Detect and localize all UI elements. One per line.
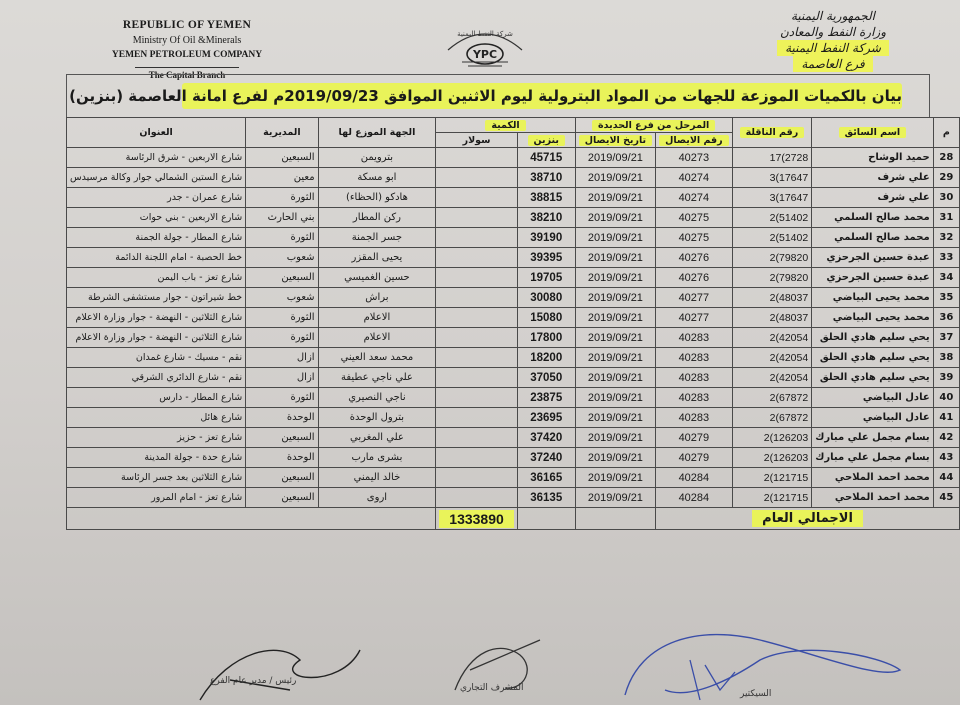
cell-num: 38 xyxy=(933,348,959,368)
cell-driver: عادل البياضي xyxy=(812,388,933,408)
cell-receipt: 40279 xyxy=(656,448,733,468)
logo-arabic-text: شركة النفط اليمنية xyxy=(457,30,513,38)
cell-petrol: 23875 xyxy=(517,388,575,408)
cell-entity: خالد اليمني xyxy=(318,468,436,488)
cell-entity: ركن المطار xyxy=(318,208,436,228)
cell-date: 2019/09/21 xyxy=(575,428,655,448)
header-ministry-en: Ministry Of Oil &Minerals xyxy=(132,35,242,46)
cell-receipt: 40279 xyxy=(656,428,733,448)
cell-tanker: 48037)2 xyxy=(732,308,812,328)
cell-driver: بسام مجمل علي مبارك xyxy=(812,448,933,468)
cell-petrol: 18200 xyxy=(517,348,575,368)
cell-address: نقم - شارع الدائري الشرقي xyxy=(67,368,246,388)
cell-address: شارع الاربعين - بني حوات xyxy=(67,208,246,228)
cell-district: الثورة xyxy=(246,308,318,328)
cell-entity: جسر الجمنة xyxy=(318,228,436,248)
col-header-qty: الكمية xyxy=(436,118,575,133)
cell-address: شارع عمران - جدر xyxy=(67,188,246,208)
cell-driver: عبدة حسين الجرحزي xyxy=(812,268,933,288)
header-republic-en: REPUBLIC OF YEMEN xyxy=(122,19,252,31)
cell-petrol: 37240 xyxy=(517,448,575,468)
cell-district: شعوب xyxy=(246,288,318,308)
cell-driver: علي شرف xyxy=(812,168,933,188)
cell-address: شارع الثلاثين - النهضة - جوار وزارة الاعلام xyxy=(67,328,246,348)
cell-num: 39 xyxy=(933,368,959,388)
cell-district: شعوب xyxy=(246,248,318,268)
col-header-receipt: رقم الايصال xyxy=(656,133,733,148)
cell-driver: عبدة حسين الجرحزي xyxy=(812,248,933,268)
cell-tanker: 121715)2 xyxy=(732,468,812,488)
cell-driver: علي شرف xyxy=(812,188,933,208)
cell-driver: حميد الوشاح xyxy=(812,148,933,168)
cell-address: شارع الستين الشمالي جوار وكالة مرسيدس xyxy=(67,168,246,188)
cell-address: شارع المطار - جولة الجمنة xyxy=(67,228,246,248)
cell-num: 41 xyxy=(933,408,959,428)
total-value: 1333890 xyxy=(436,508,518,530)
total-label: الاجمالي العام xyxy=(656,508,960,530)
cell-district: الثورة xyxy=(246,328,318,348)
cell-receipt: 40283 xyxy=(656,408,733,428)
cell-receipt: 40283 xyxy=(656,368,733,388)
cell-address: شارع الثلاثين - النهضة - جوار وزارة الاعلام xyxy=(67,308,246,328)
cell-entity: ابو مسكة xyxy=(318,168,436,188)
cell-district: بني الحارث xyxy=(246,208,318,228)
cell-district: السبعين xyxy=(246,268,318,288)
cell-num: 44 xyxy=(933,468,959,488)
cell-tanker: 51402)2 xyxy=(732,208,812,228)
cell-entity: الاعلام xyxy=(318,308,436,328)
cell-entity: حسين الغميسي xyxy=(318,268,436,288)
cell-address: خط شيراتون - جوار مستشفى الشرطة xyxy=(67,288,246,308)
cell-petrol: 37050 xyxy=(517,368,575,388)
cell-driver: محمد صالح السلمي xyxy=(812,228,933,248)
cell-entity: بترول الوحدة xyxy=(318,408,436,428)
cell-num: 36 xyxy=(933,308,959,328)
cell-petrol: 38210 xyxy=(517,208,575,228)
cell-num: 32 xyxy=(933,228,959,248)
cell-receipt: 40273 xyxy=(656,148,733,168)
cell-district: الثورة xyxy=(246,388,318,408)
cell-petrol: 23695 xyxy=(517,408,575,428)
col-header-driver: اسم السائق xyxy=(812,118,933,148)
cell-receipt: 40276 xyxy=(656,248,733,268)
cell-num: 37 xyxy=(933,328,959,348)
cell-entity: ناجي النصيري xyxy=(318,388,436,408)
cell-address: نقم - مسيك - شارع غمدان xyxy=(67,348,246,368)
cell-address: شارع الاربعين - شرق الرئاسة xyxy=(67,148,246,168)
cell-address: شارع المطار - دارس xyxy=(67,388,246,408)
cell-petrol: 37420 xyxy=(517,428,575,448)
cell-district: السبعين xyxy=(246,468,318,488)
cell-receipt: 40284 xyxy=(656,488,733,508)
cell-address: شارع حدة - جولة المدينة xyxy=(67,448,246,468)
cell-tanker: 48037)2 xyxy=(732,288,812,308)
cell-receipt: 40277 xyxy=(656,308,733,328)
signature-label-2: المشرف التجاري xyxy=(460,683,524,693)
cell-address: شارع هائل xyxy=(67,408,246,428)
col-header-diesel: سولار xyxy=(436,133,518,148)
header-company-ar: شركة النفط اليمنية xyxy=(777,40,889,56)
logo-text: YPC xyxy=(472,48,498,61)
col-header-entity: الجهة الموزع لها xyxy=(318,118,436,148)
col-header-receipt-date: تاريخ الايصال xyxy=(575,133,655,148)
cell-driver: عادل البياضي xyxy=(812,408,933,428)
document-title: بيان بالكميات الموزعة للجهات من المواد البترولية ليوم الاثنين الموافق 2019/09/23م لفرع امانة العاصمة (بنزين) xyxy=(182,83,902,109)
col-header-hodeidah: المرحل من فرع الحديدة xyxy=(575,118,732,133)
cell-district: السبعين xyxy=(246,428,318,448)
cell-petrol: 15080 xyxy=(517,308,575,328)
cell-tanker: 79820)2 xyxy=(732,248,812,268)
header-branch-ar: فرع العاصمة xyxy=(793,56,872,72)
cell-address: شارع تعز - امام المرور xyxy=(67,488,246,508)
cell-entity: الاعلام xyxy=(318,328,436,348)
cell-date: 2019/09/21 xyxy=(575,308,655,328)
cell-address: شارع تعز - باب اليمن xyxy=(67,268,246,288)
cell-num: 42 xyxy=(933,428,959,448)
col-header-tanker: رقم الناقلة xyxy=(732,118,812,148)
cell-petrol: 30080 xyxy=(517,288,575,308)
col-header-district: المديرية xyxy=(246,118,318,148)
cell-petrol: 39190 xyxy=(517,228,575,248)
cell-num: 30 xyxy=(933,188,959,208)
signature-label-3: رئيس / مدير عام الفرع xyxy=(210,676,297,686)
cell-receipt: 40283 xyxy=(656,328,733,348)
cell-district: السبعين xyxy=(246,488,318,508)
cell-num: 33 xyxy=(933,248,959,268)
cell-district: الثورة xyxy=(246,228,318,248)
cell-district: السبعين xyxy=(246,148,318,168)
cell-driver: يحي سليم هادي الحلق xyxy=(812,368,933,388)
header-republic-ar: الجمهورية اليمنية xyxy=(790,9,875,23)
cell-entity: علي ناجي عطيفة xyxy=(318,368,436,388)
cell-tanker: 79820)2 xyxy=(732,268,812,288)
cell-receipt: 40275 xyxy=(656,228,733,248)
cell-date: 2019/09/21 xyxy=(575,468,655,488)
cell-entity: علي المغربي xyxy=(318,428,436,448)
cell-driver: يحي سليم هادي الحلق xyxy=(812,328,933,348)
cell-entity: محمد سعد العيني xyxy=(318,348,436,368)
cell-num: 31 xyxy=(933,208,959,228)
cell-date: 2019/09/21 xyxy=(575,288,655,308)
cell-address: خط الحصبة - امام اللجنة الدائمة xyxy=(67,248,246,268)
cell-district: ازال xyxy=(246,368,318,388)
cell-date: 2019/09/21 xyxy=(575,248,655,268)
cell-petrol: 17800 xyxy=(517,328,575,348)
col-header-num: م xyxy=(933,118,959,148)
cell-entity: بترويمن xyxy=(318,148,436,168)
cell-date: 2019/09/21 xyxy=(575,268,655,288)
cell-num: 43 xyxy=(933,448,959,468)
cell-driver: محمد احمد الملاحي xyxy=(812,468,933,488)
cell-petrol: 38710 xyxy=(517,168,575,188)
cell-entity: بشرى مارب xyxy=(318,448,436,468)
cell-driver: محمد صالح السلمي xyxy=(812,208,933,228)
cell-district: الوحدة xyxy=(246,448,318,468)
cell-district: الوحدة xyxy=(246,408,318,428)
cell-tanker: 51402)2 xyxy=(732,228,812,248)
signature-label-1: السيكتير xyxy=(740,689,772,699)
cell-num: 35 xyxy=(933,288,959,308)
cell-petrol: 36165 xyxy=(517,468,575,488)
cell-num: 40 xyxy=(933,388,959,408)
col-header-petrol: بنزين xyxy=(517,133,575,148)
cell-tanker: 126203)2 xyxy=(732,428,812,448)
cell-date: 2019/09/21 xyxy=(575,228,655,248)
cell-receipt: 40277 xyxy=(656,288,733,308)
cell-receipt: 40283 xyxy=(656,388,733,408)
cell-date: 2019/09/21 xyxy=(575,368,655,388)
cell-petrol: 19705 xyxy=(517,268,575,288)
cell-date: 2019/09/21 xyxy=(575,328,655,348)
cell-num: 28 xyxy=(933,148,959,168)
cell-receipt: 40275 xyxy=(656,208,733,228)
cell-petrol: 39395 xyxy=(517,248,575,268)
header-company-en: YEMEN PETROLEUM COMPANY xyxy=(111,50,263,60)
cell-petrol: 45715 xyxy=(517,148,575,168)
cell-tanker: 42054)2 xyxy=(732,328,812,348)
col-header-address: العنوان xyxy=(67,118,246,148)
cell-entity: براش xyxy=(318,288,436,308)
header-branch-en: The Capital Branch xyxy=(135,67,240,83)
cell-date: 2019/09/21 xyxy=(575,208,655,228)
cell-receipt: 40276 xyxy=(656,268,733,288)
cell-district: الثورة xyxy=(246,188,318,208)
cell-entity: هادكو (الحظاء) xyxy=(318,188,436,208)
cell-receipt: 40274 xyxy=(656,168,733,188)
cell-date: 2019/09/21 xyxy=(575,488,655,508)
cell-petrol: 36135 xyxy=(517,488,575,508)
cell-district: ازال xyxy=(246,348,318,368)
cell-receipt: 40274 xyxy=(656,188,733,208)
cell-tanker: 121715)2 xyxy=(732,488,812,508)
cell-entity: اروى xyxy=(318,488,436,508)
header-ministry-ar: وزارة النفط والمعادن xyxy=(779,25,887,39)
cell-date: 2019/09/21 xyxy=(575,148,655,168)
cell-entity: يحيى المقزر xyxy=(318,248,436,268)
cell-driver: محمد يحيى البياضي xyxy=(812,308,933,328)
cell-date: 2019/09/21 xyxy=(575,348,655,368)
cell-num: 34 xyxy=(933,268,959,288)
cell-tanker: 42054)2 xyxy=(732,368,812,388)
cell-driver: محمد احمد الملاحي xyxy=(812,488,933,508)
cell-tanker: 67872)2 xyxy=(732,408,812,428)
cell-tanker: 17647)3 xyxy=(732,168,812,188)
cell-tanker: 126203)2 xyxy=(732,448,812,468)
cell-address: شارع الثلاثين بعد جسر الرئاسة xyxy=(67,468,246,488)
cell-date: 2019/09/21 xyxy=(575,188,655,208)
cell-date: 2019/09/21 xyxy=(575,448,655,468)
cell-date: 2019/09/21 xyxy=(575,408,655,428)
cell-num: 45 xyxy=(933,488,959,508)
cell-num: 29 xyxy=(933,168,959,188)
cell-address: شارع تعز - حزيز xyxy=(67,428,246,448)
cell-driver: محمد يحيى البياضي xyxy=(812,288,933,308)
cell-petrol: 38815 xyxy=(517,188,575,208)
cell-driver: بسام مجمل علي مبارك xyxy=(812,428,933,448)
cell-tanker: 67872)2 xyxy=(732,388,812,408)
cell-date: 2019/09/21 xyxy=(575,388,655,408)
cell-date: 2019/09/21 xyxy=(575,168,655,188)
cell-receipt: 40284 xyxy=(656,468,733,488)
cell-receipt: 40283 xyxy=(656,348,733,368)
cell-tanker: 42054)2 xyxy=(732,348,812,368)
cell-district: معين xyxy=(246,168,318,188)
cell-tanker: 2728)17 xyxy=(732,148,812,168)
cell-driver: يحي سليم هادي الحلق xyxy=(812,348,933,368)
cell-tanker: 17647)3 xyxy=(732,188,812,208)
